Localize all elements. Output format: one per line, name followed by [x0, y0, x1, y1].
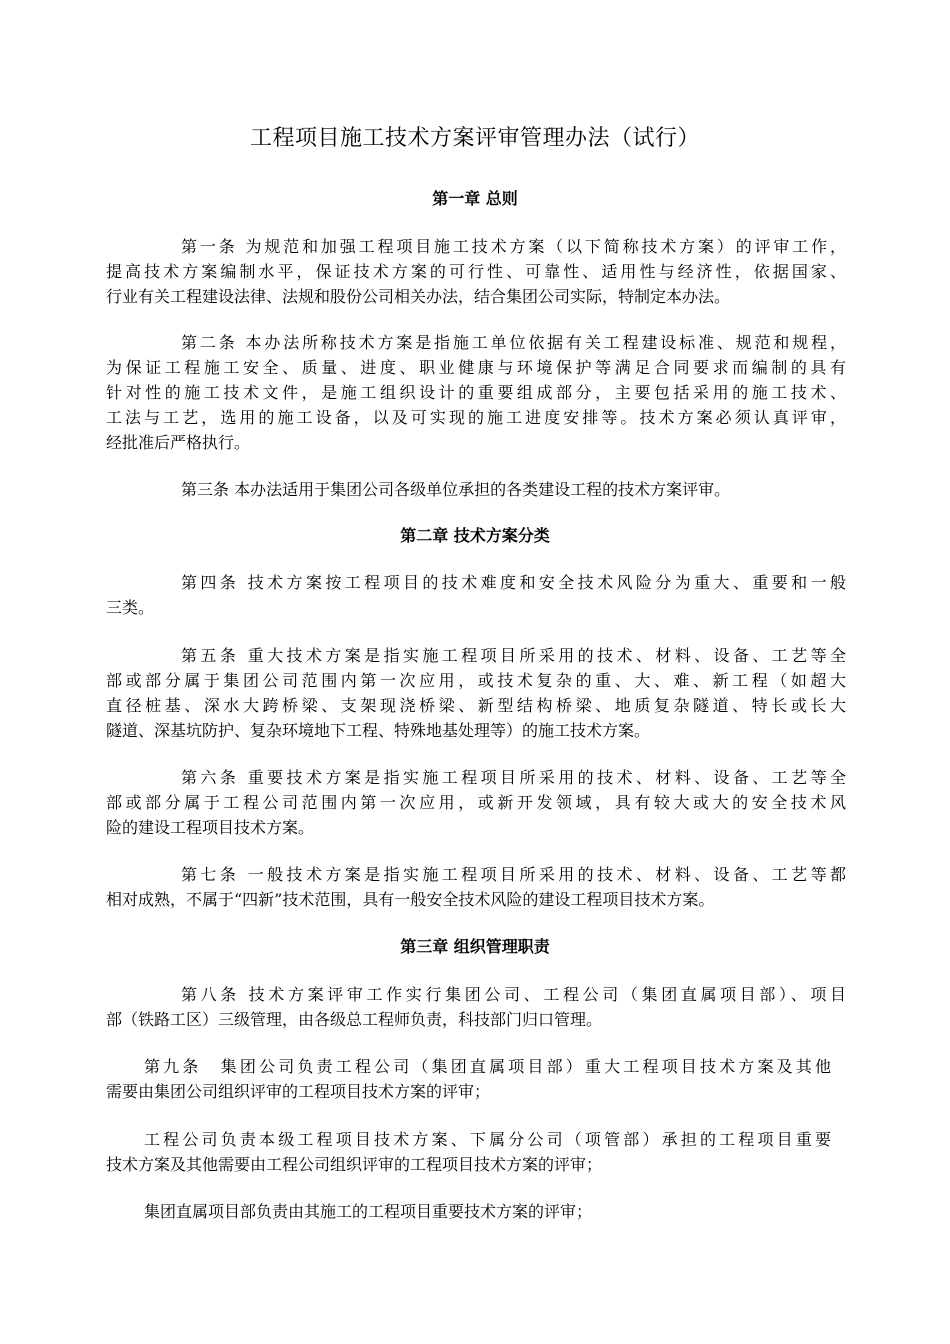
paragraph-line: 第二条 本办法所称技术方案是指施工单位依据有关工程建设标准、规范和规程，	[181, 333, 846, 352]
paragraph-line: 行业有关工程建设法律、法规和股份公司相关办法，结合集团公司实际，特制定本办法。	[106, 287, 731, 306]
article-5-paragraph	[106, 643, 846, 743]
article-7-paragraph	[106, 862, 846, 912]
paragraph-line: 技术方案及其他需要由工程公司组织评审的工程项目技术方案的评审；	[106, 1155, 603, 1174]
paragraph-line: 需要由集团公司组织评审的工程项目技术方案的评审；	[106, 1082, 491, 1101]
article-2-paragraph	[106, 330, 846, 455]
paragraph-line: 隧道、深基坑防护、复杂环境地下工程、特殊地基处理等）的施工技术方案。	[106, 721, 651, 740]
document-title: 工程项目施工技术方案评审管理办法（试行）	[249, 126, 700, 151]
paragraph-line: 集团直属项目部负责由其施工的工程项目重要技术方案的评审；	[144, 1202, 593, 1221]
paragraph-line: 第一条 为规范和加强工程项目施工技术方案（以下简称技术方案）的评审工作，	[181, 237, 846, 256]
chapter-heading-3: 第三章 组织管理职责	[400, 937, 550, 956]
paragraph-line: 直径桩基、深水大跨桥梁、支架现浇桥梁、新型结构桥梁、地质复杂隧道、特长或长大	[106, 696, 846, 715]
paragraph-line: 险的建设工程项目技术方案。	[106, 818, 315, 837]
paragraph-line: 工法与工艺，选用的施工设备，以及可实现的施工进度安排等。技术方案必须认真评审，	[106, 408, 846, 427]
paragraph-line: 部或部分属于集团公司范围内第一次应用，或技术复杂的重、大、难、新工程（如超大	[106, 671, 846, 690]
chapter-heading-2: 第二章 技术方案分类	[400, 526, 550, 545]
paragraph-line: 提高技术方案编制水平，保证技术方案的可行性、可靠性、适用性与经济性，依据国家、	[106, 262, 846, 281]
paragraph-line: 为保证工程施工安全、质量、进度、职业健康与环境保护等满足合同要求而编制的具有	[106, 358, 846, 377]
direct-project-dept-paragraph	[106, 1199, 831, 1224]
article-9-paragraph	[106, 1054, 831, 1104]
paragraph-line: 三类。	[106, 598, 155, 617]
article-8-paragraph	[106, 982, 846, 1032]
paragraph-line: 第三条 本办法适用于集团公司各级单位承担的各类建设工程的技术方案评审。	[181, 480, 731, 499]
paragraph-line: 经批准后严格执行。	[106, 433, 251, 452]
paragraph-line: 针对性的施工技术文件，是施工组织设计的重要组成部分，主要包括采用的施工技术、	[106, 383, 846, 402]
paragraph-line: 第五条 重大技术方案是指实施工程项目所采用的技术、材料、设备、工艺等全	[181, 646, 846, 665]
paragraph-line: 部或部分属于工程公司范围内第一次应用，或新开发领域，具有较大或大的安全技术风	[106, 793, 846, 812]
paragraph-line: 部（铁路工区）三级管理，由各级总工程师负责，科技部门归口管理。	[106, 1010, 603, 1029]
paragraph-line: 相对成熟，不属于“四新”技术范围，具有一般安全技术风险的建设工程项目技术方案。	[106, 890, 715, 909]
paragraph-line: 第八条 技术方案评审工作实行集团公司、工程公司（集团直属项目部）、项目	[181, 985, 846, 1004]
paragraph-line: 第七条 一般技术方案是指实施工程项目所采用的技术、材料、设备、工艺等都	[181, 865, 846, 884]
engineering-company-paragraph	[106, 1127, 831, 1177]
paragraph-line: 第四条 技术方案按工程项目的技术难度和安全技术风险分为重大、重要和一般	[181, 573, 846, 592]
paragraph-line: 第六条 重要技术方案是指实施工程项目所采用的技术、材料、设备、工艺等全	[181, 768, 846, 787]
article-4-paragraph	[106, 570, 846, 620]
article-6-paragraph	[106, 765, 846, 840]
article-3-paragraph	[106, 477, 846, 502]
paragraph-line: 第九条 集团公司负责工程公司（集团直属项目部）重大工程项目技术方案及其他	[144, 1057, 831, 1076]
paragraph-line: 工程公司负责本级工程项目技术方案、下属分公司（项管部）承担的工程项目重要	[144, 1130, 831, 1149]
article-1-paragraph	[106, 234, 846, 309]
chapter-heading-1: 第一章 总则	[432, 189, 518, 208]
